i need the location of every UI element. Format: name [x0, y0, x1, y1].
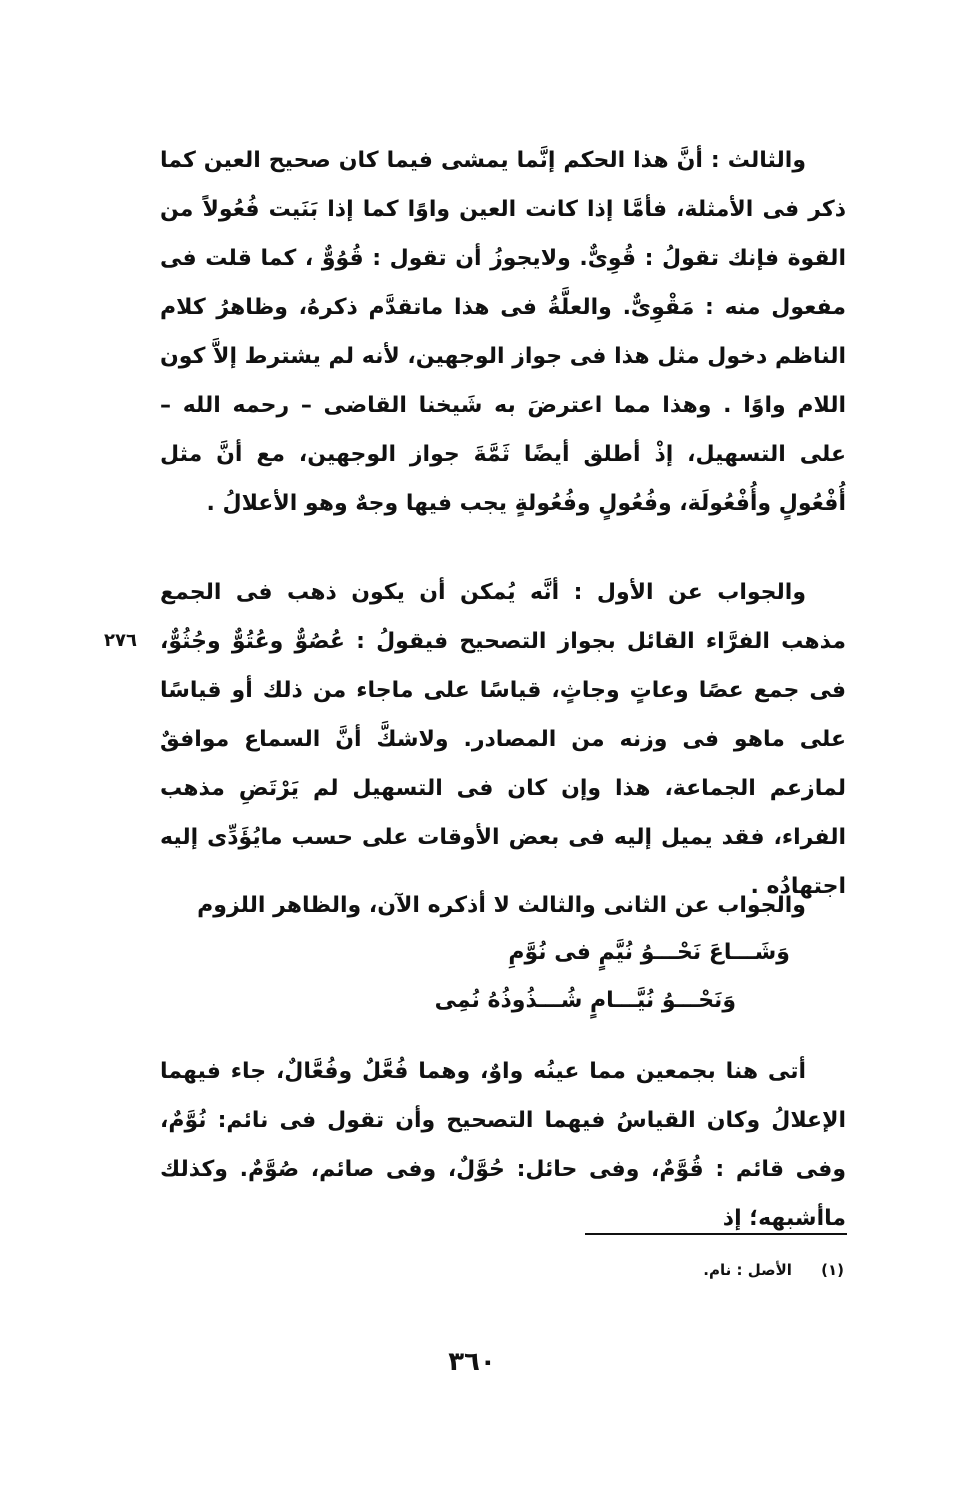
paragraph-text	[160, 1047, 846, 1243]
paragraph-answer-second-third	[160, 881, 846, 930]
paragraph-text: والجواب عن الأول : أنَّه يُمكن أن يكون ذهب فى الجمع مذهب الفرَّاء القائل بجواز التصحيح فيقولُ : عُصُوٌّ وعُتُوٌّ وجُثُوٌّ، فى جمع عصًا وعاتٍ وجاثٍ، قياسًا على ماجاء من ذلك أو قياسًا على ماهو فى وزنه من المصادر. ولاشكَّ أنَّ السماع موافقٌ لمازعم الجماعة، هذا وإن كان فى التسهيل لم يَرْتَضِ مذهب الفراء، فقد يميل إليه فى بعض الأوقات على حسب مايُؤَدِّى إليه اجتهادُه .	[160, 580, 846, 899]
verse-line-1: وَشَـــاعَ نَحْـــوُ نُيَّمٍ فى نُوَّمِ	[508, 940, 790, 965]
paragraph-answer-first	[160, 568, 846, 911]
footnote-text: الأصل : نام.	[703, 1261, 792, 1279]
footnote-number: (١)	[821, 1261, 844, 1279]
page-number: ٣٦٠	[448, 1347, 496, 1377]
paragraph-text: والجواب عن الثانى والثالث لا أذكره الآن، والظاهر اللزوم	[197, 893, 806, 918]
paragraph-text: والثالث : أنَّ هذا الحكم إنَّما يمشى فيما كان صحيح العين كما ذكر فى الأمثلة، فأمَّا إذا كانت العين واوًا كما إذا بَنَيت فُعُولاً من القوة فإنك تقولُ : قُوِىٌّ. ولايجوزُ أن تقول : قُوُوٌّ ، كما قلت فى مفعول منه : مَقْوِىٌّ. والعلَّةُ فى هذا ماتقدَّم ذكرهُ، وظاهرُ كلام الناظم دخول مثل هذا فى جواز الوجهين، لأنه لم يشترط إلاَّ كون اللام واوًا . وهذا مما اعترضَ به شَيخنا القاضى – رحمه الله – على التسهيل، إذْ أطلق أيضًا ثَمَّةَ جواز الوجهين، مع أنَّ مثل أُفْعُولٍ وأُفْعُولَة، وفُعُولٍ وفُعُولةٍ يجب فيها وجهٌ وهو الأعلالُ .	[160, 148, 846, 516]
paragraph-text-body: أتى هنا بجمعين مما عينُه واوٌ، وهما فُعَّلٌ وفُعَّالٌ، جاء فيهما الإعلالُ وكان القياسُ فيهما التصحيح وأن تقول فى نائم: نُوَّمٌ، وفى قائم : قُوَّمٌ، وفى حائل: حُوَّلٌ، وفى صائم، صُوَّمٌ. وكذلك ماأشبهه؛ إذ	[160, 1059, 846, 1231]
paragraph-verse-explanation	[160, 1047, 846, 1243]
paragraph-third-objection	[160, 136, 846, 528]
verse-line-2: وَنَحْـــوُ نُيَّـــامٍ شُـــذُوذُهُ نُمِى	[434, 988, 736, 1013]
footnote-divider	[585, 1233, 847, 1235]
footnote	[703, 1256, 844, 1284]
margin-page-reference: ٢٧٦	[104, 630, 137, 651]
